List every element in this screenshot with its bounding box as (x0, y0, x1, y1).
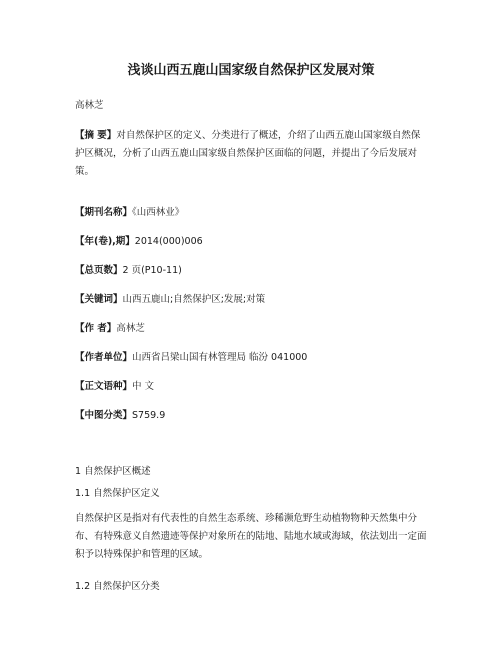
meta-pages (75, 264, 182, 278)
meta-journal (75, 206, 184, 220)
subsection-heading: 1.2 自然保护区分类 (75, 581, 160, 592)
meta-language (75, 380, 154, 394)
meta-classification (75, 409, 165, 423)
meta-value: 山西省吕梁山国有林管理局 临汾 041000 (132, 352, 308, 363)
abstract-text: 对自然保护区的定义、分类进行了概述，介绍了山西五鹿山国家级自然保护区概况，分析了山西五鹿山国家级自然保护区面临的问题，并提出了今后发展对策。 (75, 130, 421, 177)
body-paragraph: 自然保护区是指对有代表性的自然生态系统、珍稀濒危野生动植物物种天然集中分布、有特殊意义自然遗迹等保护对象所在的陆地、陆地水域或海域，依法划出一定面积予以特殊保护和管理的区域。 (75, 513, 427, 560)
meta-author (75, 322, 145, 336)
meta-value: 《山西林业》 (132, 207, 185, 218)
meta-value: 2 页(P10-11) (122, 265, 182, 276)
meta-year-issue (75, 235, 203, 249)
meta-value: S759.9 (132, 410, 166, 421)
meta-label: 【关键词】 (75, 294, 123, 305)
section-heading: 1 自然保护区概述 (75, 466, 151, 477)
author-name: 高林芝 (75, 100, 104, 111)
meta-value: 中 文 (132, 381, 155, 392)
meta-label: 【年(卷),期】 (75, 236, 135, 247)
abstract (75, 127, 427, 181)
abstract-label: 【摘 要】 (75, 130, 117, 141)
meta-value: 2014(000)006 (134, 236, 203, 247)
document-title: 浅谈山西五鹿山国家级自然保护区发展对策 (127, 63, 375, 78)
meta-label: 【总页数】 (75, 265, 123, 276)
meta-keywords (75, 293, 265, 307)
meta-label: 【作者单位】 (75, 352, 133, 363)
meta-label: 【正文语种】 (75, 381, 133, 392)
meta-label: 【中图分类】 (75, 410, 133, 421)
meta-value: 山西五鹿山;自然保护区;发展;对策 (122, 294, 266, 305)
meta-affiliation (75, 351, 307, 365)
meta-value: 高林芝 (116, 323, 145, 334)
subsection-heading: 1.1 自然保护区定义 (75, 488, 160, 499)
meta-label: 【期刊名称】 (75, 207, 133, 218)
meta-label: 【作 者】 (75, 323, 117, 334)
